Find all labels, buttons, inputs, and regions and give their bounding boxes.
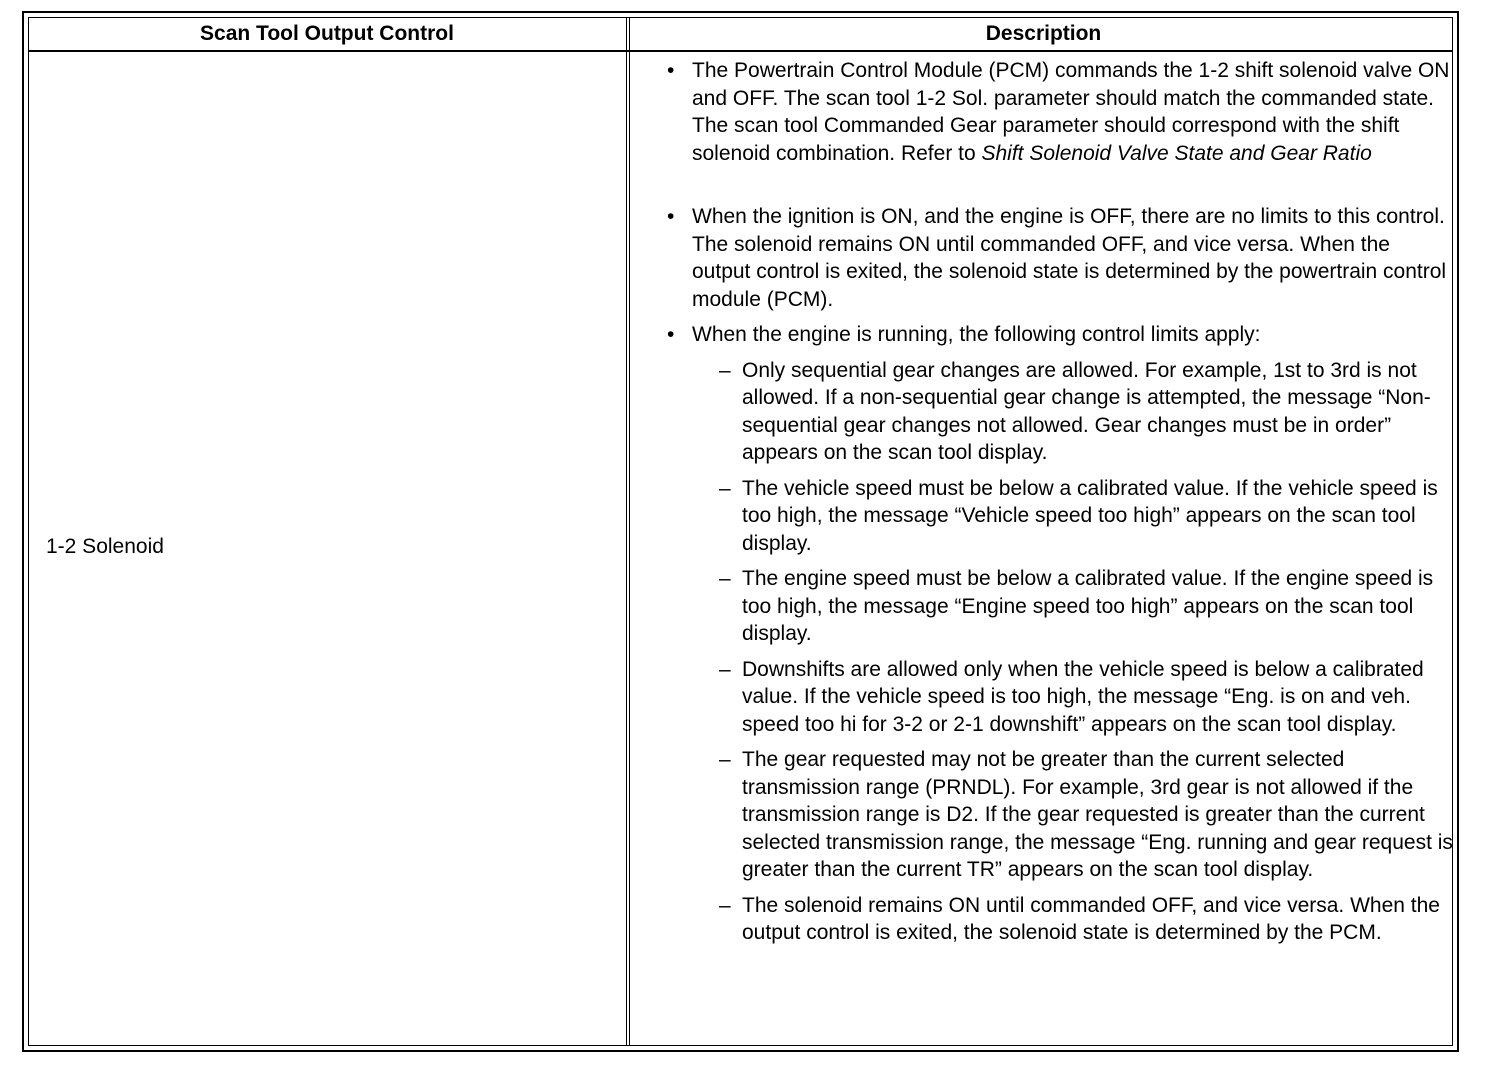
dash-marker: – xyxy=(719,358,731,382)
dash-marker: – xyxy=(719,657,731,681)
sub-item-text: The engine speed must be below a calibrated value. If the engine speed is too high, the message “Engine speed too high” appears on the scan tool display. xyxy=(742,567,1434,645)
column-divider xyxy=(626,17,630,1046)
row-label-1-2-solenoid: 1-2 Solenoid xyxy=(46,535,164,558)
bullet-item xyxy=(664,57,1454,167)
bullet-item xyxy=(664,321,1454,349)
dash-marker: – xyxy=(719,476,731,500)
sub-item xyxy=(664,357,1454,467)
sub-item xyxy=(664,656,1454,739)
sub-item-text: The solenoid remains ON until commanded OFF, and vice versa. When the output control is exited, the solenoid state is determined by the PCM. xyxy=(742,893,1440,944)
dash-marker: – xyxy=(719,748,731,771)
header-divider xyxy=(28,50,1453,52)
bullet-dot: • xyxy=(667,323,675,346)
sub-item xyxy=(664,475,1454,558)
dash-marker: – xyxy=(719,893,731,917)
header-description: Description xyxy=(985,21,1102,45)
bullet-text: The Powertrain Control Module (PCM) commands the 1-2 shift solenoid valve ON and OFF. The scan tool 1-2 Sol. parameter should match the commanded state. The scan tool Commanded Gear parameter should correspond with the shift solenoid combination. Refer to xyxy=(692,59,1450,165)
dash-marker: – xyxy=(719,567,731,590)
sub-item-text: Downshifts are allowed only when the vehicle speed is below a calibrated value. If the vehicle speed is too high, the message “Eng. is on and veh. speed too hi for 3-2 or 2-1 downshift” appears on the scan tool display. xyxy=(742,657,1424,736)
bullet-text: When the engine is running, the following control limits apply: xyxy=(692,323,1261,346)
output-control-table xyxy=(22,11,1459,1052)
header-output-control: Scan Tool Output Control xyxy=(200,21,454,45)
sub-item xyxy=(664,892,1454,947)
bullet-item xyxy=(664,203,1454,313)
bullet-dot: • xyxy=(667,205,675,228)
sub-item-text: The gear requested may not be greater than the current selected transmission range (PRNDL). For example, 3rd gear is not allowed if the transmission range is D2. If the gear requested is greater than the current selected transmission range, the message “Eng. running and gear request is greater than the current TR” appears on the scan tool display. xyxy=(742,748,1453,881)
sub-item xyxy=(664,565,1454,648)
description-cell xyxy=(664,57,1454,947)
sub-item xyxy=(664,746,1454,884)
bullet-dot: • xyxy=(667,59,675,82)
reference-title: Shift Solenoid Valve State and Gear Ratio xyxy=(981,141,1372,165)
bullet-text: When the ignition is ON, and the engine is OFF, there are no limits to this control. The solenoid remains ON until commanded OFF, and vice versa. When the output control is exited, the solenoid state is determined by the powertrain control module (PCM). xyxy=(692,205,1447,311)
sub-item-text: The vehicle speed must be below a calibrated value. If the vehicle speed is too high, the message “Vehicle speed too high” appears on the scan tool display. xyxy=(742,476,1438,555)
sub-item-text: Only sequential gear changes are allowed. For example, 1st to 3rd is not allowed. If a non-sequential gear change is attempted, the message “Non-sequential gear changes not allowed. Gear changes must be in order” appears on the scan tool display. xyxy=(742,358,1431,464)
